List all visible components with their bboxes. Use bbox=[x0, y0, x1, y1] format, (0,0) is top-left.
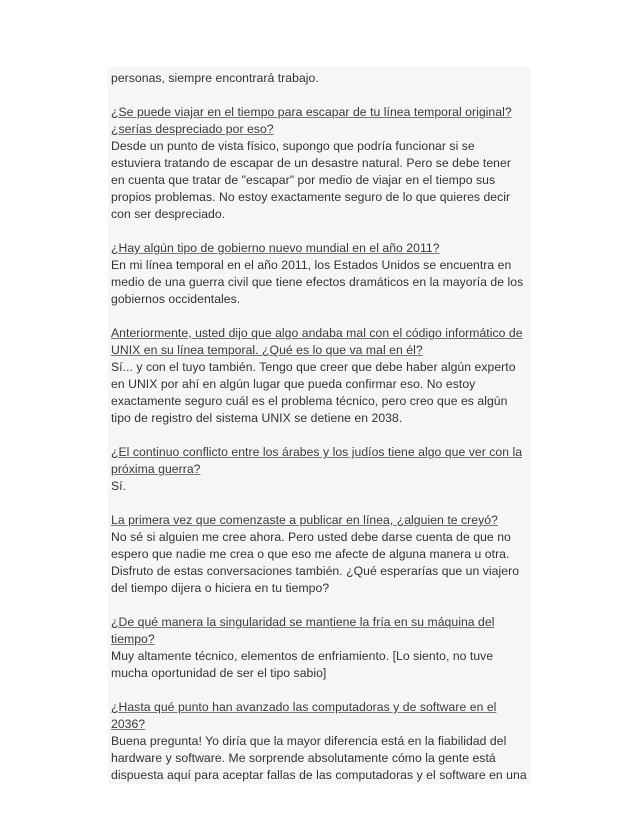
qa-item bbox=[111, 444, 527, 495]
qa-item bbox=[111, 512, 527, 597]
answer-text: Sí. bbox=[111, 479, 127, 493]
paragraph-spacer bbox=[111, 427, 527, 444]
question-text: La primera vez que comenzaste a publicar en línea, ¿alguien te creyó? bbox=[111, 513, 498, 527]
answer-text: Muy altamente técnico, elementos de enfriamiento. [Lo siento, no tuve mucha oportunidad de ser el tipo sabio] bbox=[111, 649, 494, 680]
question-text: ¿El continuo conflicto entre los árabes y los judíos tiene algo que ver con la próxima guerra? bbox=[111, 445, 523, 476]
qa-item bbox=[111, 325, 527, 427]
qa-item bbox=[111, 104, 527, 223]
paragraph-spacer bbox=[111, 682, 527, 699]
qa-item bbox=[111, 240, 527, 308]
answer-text: En mi línea temporal en el año 2011, los Estados Unidos se encuentra en medio de una guerra civil que tiene efectos dramáticos en la mayoría de los gobiernos occidentales. bbox=[111, 258, 524, 306]
answer-text: No sé si alguien me cree ahora. Pero usted debe darse cuenta de que no espero que nadie me crea o que eso me afecte de alguna manera u otra. Disfruto de estas conversaciones también. ¿Qué esperarías que un viajero del tiempo dijera o hiciera en tu tiempo? bbox=[111, 530, 520, 595]
paragraph-spacer bbox=[111, 87, 527, 104]
question-text: ¿Hasta qué punto han avanzado las computadoras y de software en el 2036? bbox=[111, 700, 497, 731]
paragraph-spacer bbox=[111, 597, 527, 614]
paragraph-spacer bbox=[111, 308, 527, 325]
intro-text: personas, siempre encontrará trabajo. bbox=[111, 71, 319, 85]
answer-text: Desde un punto de vista físico, supongo que podría funcionar si se estuviera tratando de escapar de un desastre natural. Pero se debe tener en cuenta que tratar de "escapar" por medio de viajar en el tiempo sus propios problemas. No estoy exactamente seguro de lo que quieres decir con ser despreciado. bbox=[111, 139, 511, 221]
question-text: ¿De qué manera la singularidad se mantiene la fría en su máquina del tiempo? bbox=[111, 615, 495, 646]
answer-text: Buena pregunta! Yo diría que la mayor diferencia está en la fiabilidad del hardware y software. Me sorprende absolutamente cómo la gente está dispuesta aquí para aceptar fallas de las computadoras y el software en una bbox=[111, 734, 527, 782]
qa-item bbox=[111, 699, 527, 784]
question-text: ¿Se puede viajar en el tiempo para escapar de tu línea temporal original? ¿serías despreciado por eso? bbox=[111, 105, 512, 136]
paragraph-spacer bbox=[111, 495, 527, 512]
qa-item bbox=[111, 614, 527, 682]
question-text: Anteriormente, usted dijo que algo andaba mal con el código informático de UNIX en su línea temporal. ¿Qué es lo que va mal en él? bbox=[111, 326, 523, 357]
question-text: ¿Hay algún tipo de gobierno nuevo mundial en el año 2011? bbox=[111, 241, 440, 255]
paragraph-spacer bbox=[111, 223, 527, 240]
document-text-block bbox=[108, 67, 531, 784]
answer-text: Sí... y con el tuyo también. Tengo que creer que debe haber algún experto en UNIX por ahí en algún lugar que pueda confirmar eso. No estoy exactamente seguro cuál es el problema técnico, pero creo que es algún tipo de registro del sistema UNIX se detiene en 2038. bbox=[111, 360, 516, 425]
